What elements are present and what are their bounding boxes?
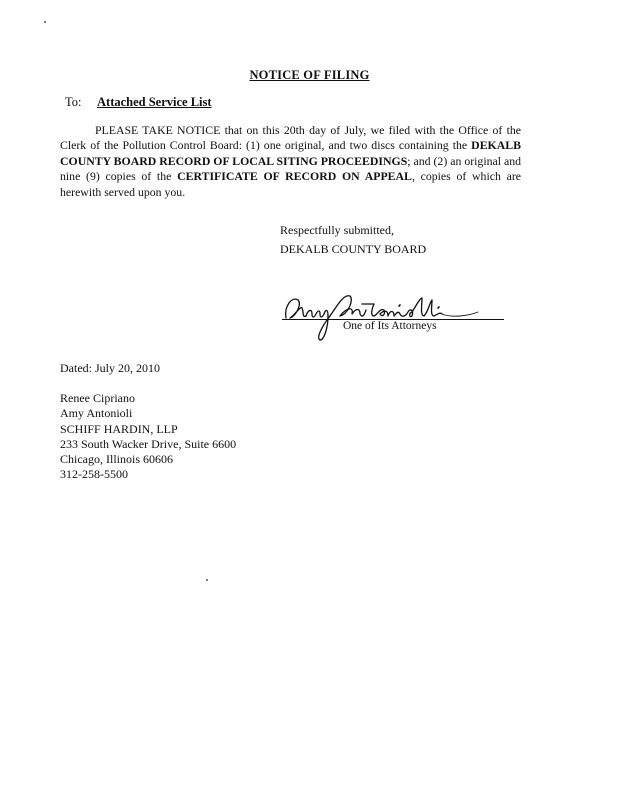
address-line: Amy Antonioli — [60, 406, 133, 421]
to-label: To: — [65, 95, 82, 109]
closing-block — [280, 221, 426, 259]
address-line: SCHIFF HARDIN, LLP — [60, 421, 178, 436]
closing-signer: DEKALB COUNTY BOARD — [280, 242, 427, 256]
address-block — [60, 391, 236, 483]
address-line: 312-258-5500 — [60, 467, 128, 482]
address-line: Renee Cipriano — [60, 391, 135, 405]
address-line: Chicago, Illinois 60606 — [60, 452, 173, 467]
handwritten-signature — [282, 284, 502, 344]
address-line: 233 South Wacker Drive, Suite 6600 — [60, 436, 237, 451]
body-text-1: PLEASE TAKE NOTICE that on this 20th day of July, we filed with the Office of the Clerk of the Pollution Control Board: (1) one original, and two discs containing the — [60, 123, 521, 153]
body-text-2: ; and (2) an original and nine (9) copies of the — [60, 153, 522, 184]
closing-line: Respectfully submitted, — [280, 223, 394, 237]
notice-body — [60, 123, 521, 200]
scan-speck — [44, 21, 46, 23]
body-bold-record: DEKALB COUNTY BOARD RECORD OF LOCAL SITING PROCEEDINGS — [60, 138, 521, 168]
body-bold-certificate: CERTIFICATE OF RECORD ON APPEAL — [177, 169, 412, 184]
to-recipient: Attached Service List — [97, 95, 212, 109]
date-line: Dated: July 20, 2010 — [60, 361, 160, 375]
signature-caption: One of Its Attorneys — [343, 320, 437, 332]
body-text-3: , copies of which are herewith served upon you. — [60, 169, 521, 199]
notice-title: NOTICE OF FILING — [249, 68, 370, 82]
scan-speck — [206, 579, 208, 581]
